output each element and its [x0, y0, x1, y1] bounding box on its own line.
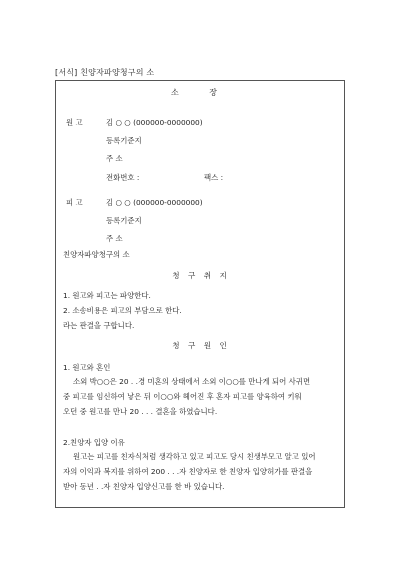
- section-1-title: 1. 원고와 혼인: [63, 363, 111, 372]
- defendant-registry: 등록기준지: [106, 216, 142, 225]
- claim-item-1: 1. 원고와 피고는 파양한다.: [63, 291, 151, 300]
- section-2-line-2: 자의 이익과 복지를 위하여 200 . . .자 친양자로 한 친양자 입양허가를 판결을: [63, 467, 313, 476]
- plaintiff-registry: 등록기준지: [106, 136, 142, 145]
- plaintiff-phone: 전화번호 :: [106, 173, 140, 182]
- complaint-document: [55, 80, 345, 508]
- defendant-address: 주 소: [106, 234, 123, 243]
- plaintiff-name: 김 ○ ○ (000000-0000000): [106, 118, 203, 127]
- defendant-role: 피 고: [66, 198, 83, 207]
- plaintiff-fax: 팩스 :: [204, 173, 224, 182]
- section-1-line-1: 소외 박○○은 20 . .경 미혼의 상태에서 소외 이○○를 만나게 되어 사귀면: [73, 377, 311, 386]
- document-title: 소 장: [171, 88, 231, 97]
- section-2-line-3: 받아 동년 . .자 친양자 입양신고를 한 바 있습니다.: [63, 482, 225, 491]
- case-name: 친양자파양청구의 소: [63, 250, 130, 259]
- defendant-name: 김 ○ ○ (000000-0000000): [106, 198, 203, 207]
- section-2-title: 2.친양자 입양 이유: [63, 438, 125, 447]
- plaintiff-address: 주 소: [106, 154, 123, 163]
- claim-item-2: 2. 소송비용은 피고의 부담으로 한다.: [63, 306, 182, 315]
- causes-heading: 청 구 원 인: [172, 341, 230, 350]
- claims-heading: 청 구 취 지: [172, 271, 230, 280]
- section-2-line-1: 원고는 피고를 친자식처럼 생각하고 있고 피고도 당시 친생부모고 알고 있어: [73, 452, 316, 461]
- claims-closing: 라는 판결을 구합니다.: [63, 321, 135, 330]
- document-form-label: [서식] 친양자파양청구의 소: [55, 68, 155, 77]
- plaintiff-role: 원 고: [66, 118, 83, 127]
- section-1-line-3: 오던 중 원고를 만나 20 . . . 결혼을 하였습니다.: [63, 407, 218, 416]
- section-1-line-2: 중 피고를 임신하여 낳은 뒤 이○○와 헤어진 후 혼자 피고를 양육하여 키워: [63, 392, 302, 401]
